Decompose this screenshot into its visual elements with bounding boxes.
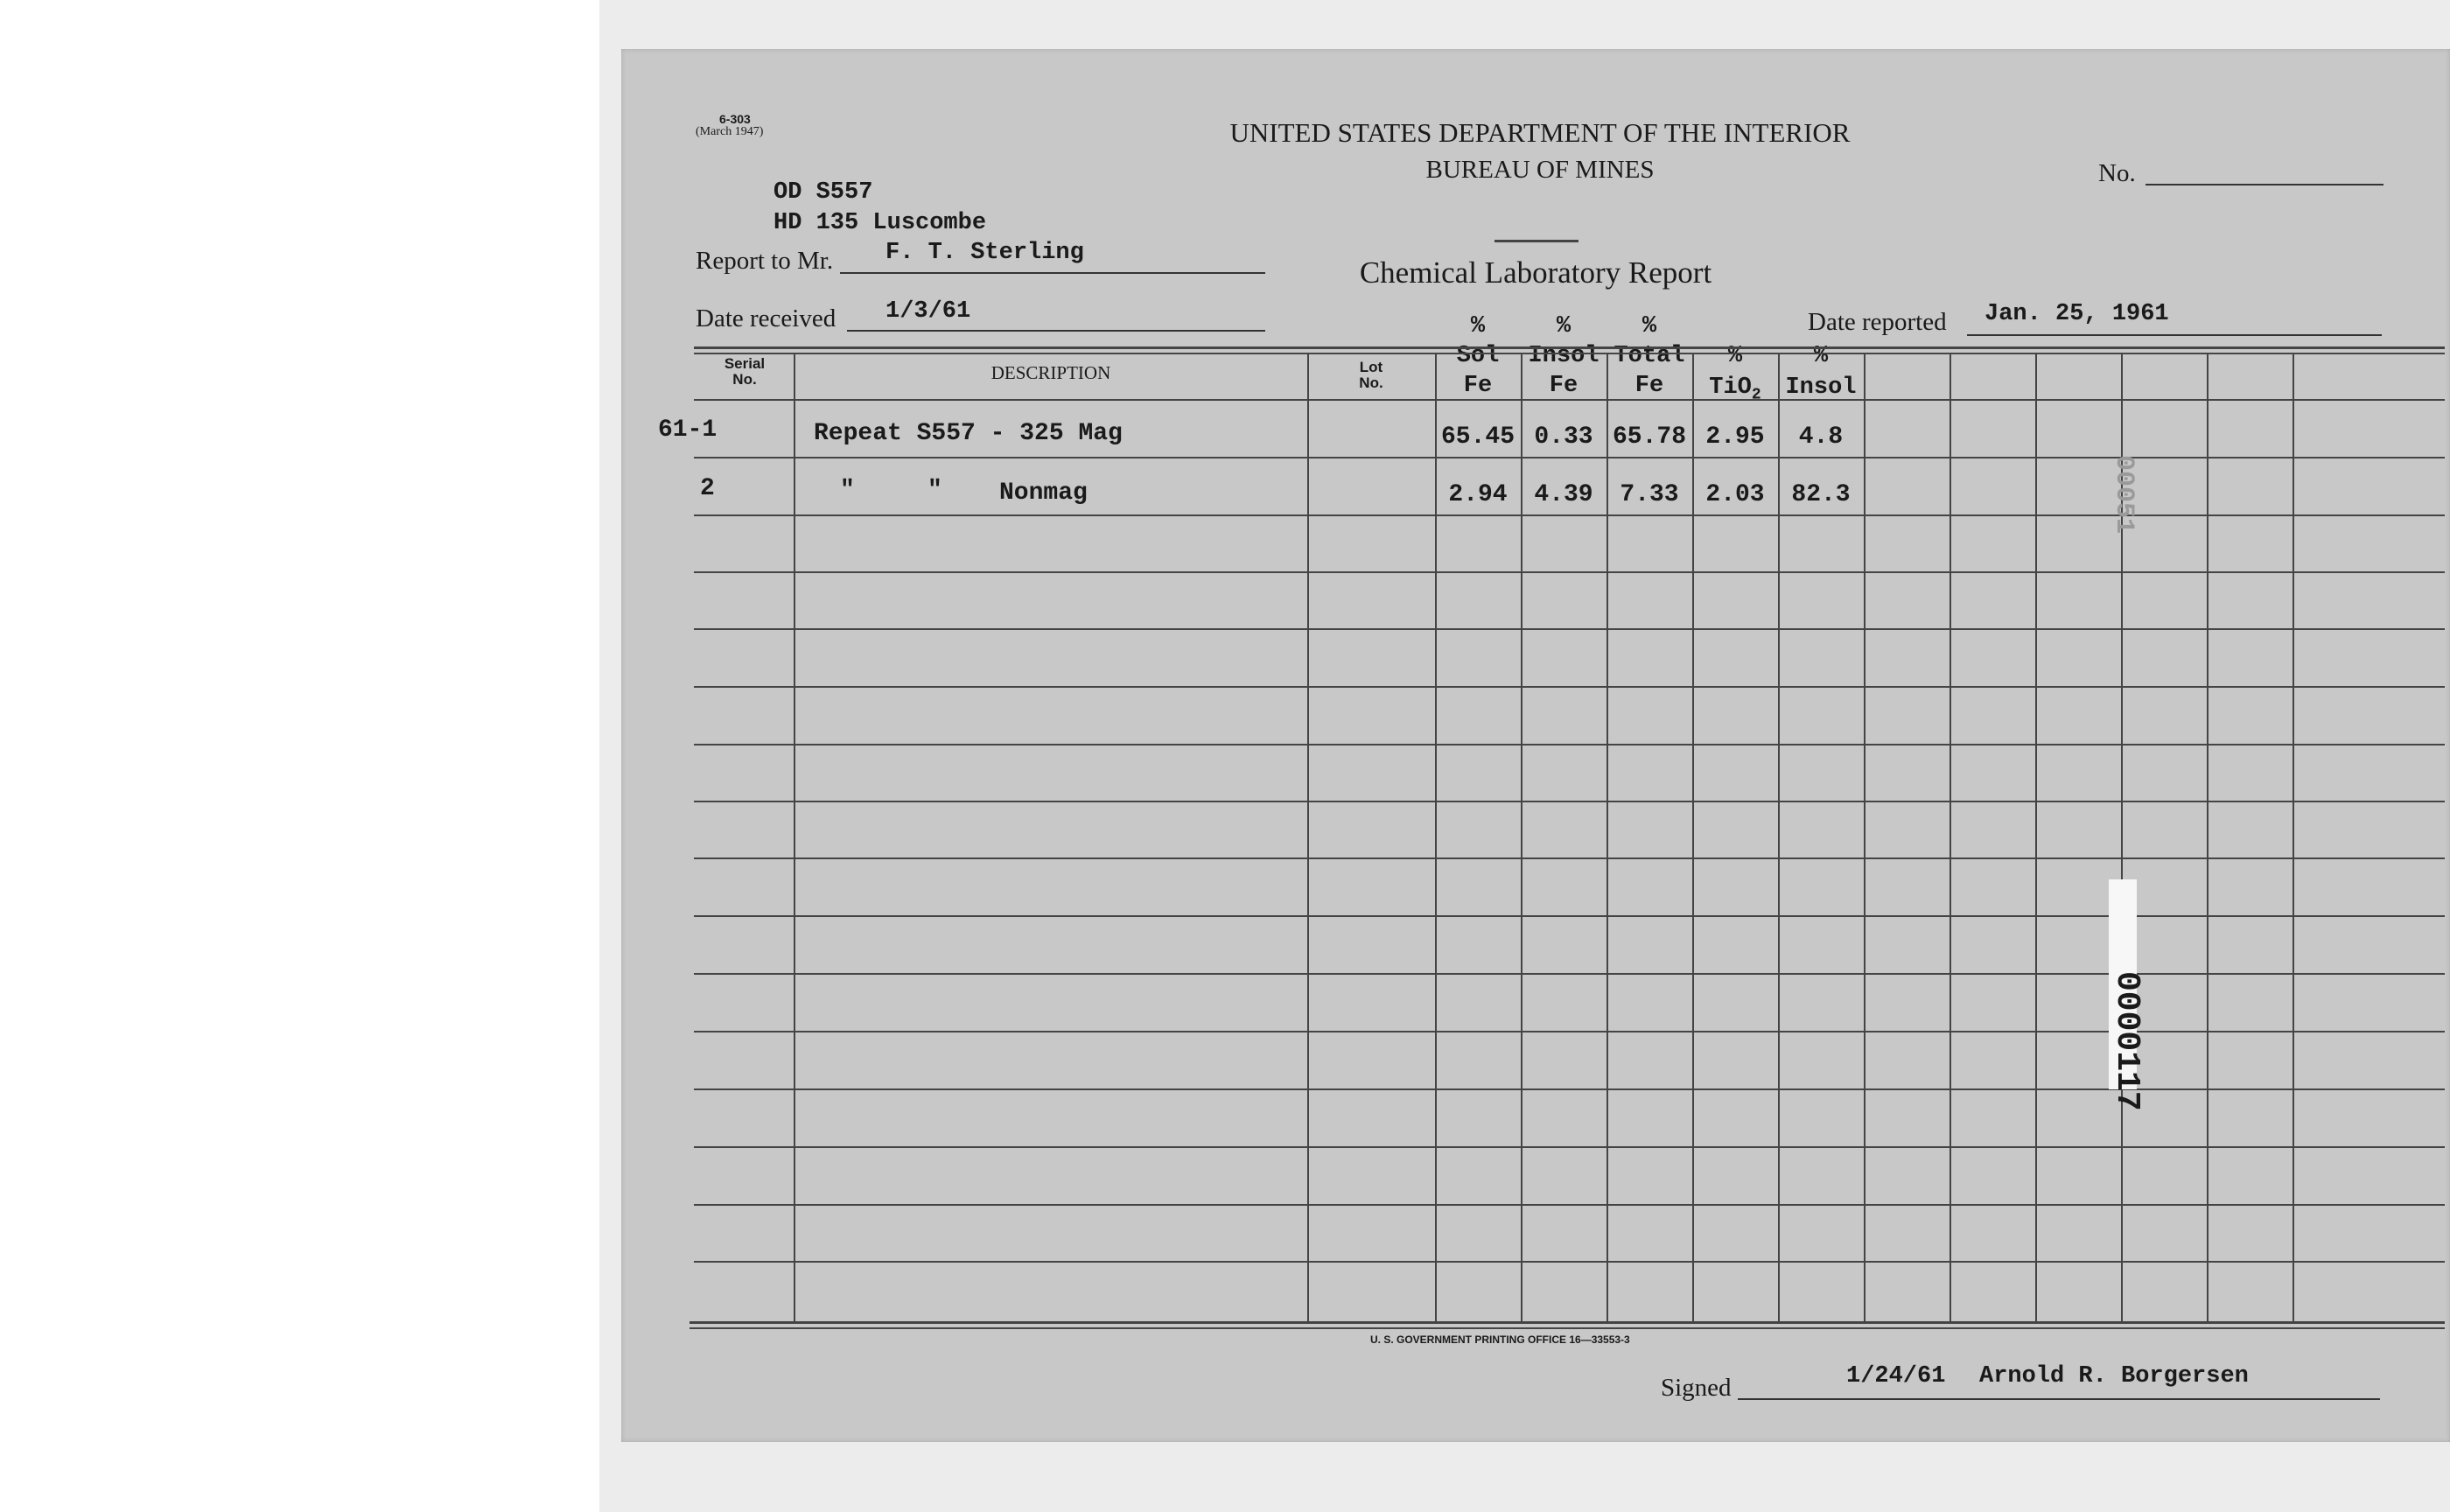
description-header: DESCRIPTION	[990, 362, 1111, 383]
date-reported-line	[1967, 334, 2382, 336]
date-received-value: 1/3/61	[886, 298, 971, 325]
table-top-rule	[694, 353, 2445, 354]
table-bottom-rule	[690, 1321, 2445, 1324]
row1-description: Repeat S557 - 325 Mag	[814, 420, 1123, 447]
row-rule	[694, 457, 2445, 458]
column-rule	[794, 353, 795, 1321]
col3-header-total: Total	[1614, 343, 1685, 369]
col3-percent: %	[1642, 313, 1657, 340]
title-rule	[1494, 240, 1578, 242]
column-rule	[2207, 353, 2208, 1321]
col5-percent: %	[1813, 343, 1829, 369]
printer-line: U. S. GOVERNMENT PRINTING OFFICE 16—33553-3	[1370, 1334, 1630, 1346]
number-label: No.	[2098, 159, 2136, 187]
column-rule	[1950, 353, 1951, 1321]
row1-serial: 61-1	[658, 416, 718, 444]
col1-percent: %	[1470, 313, 1486, 340]
date-received-label: Date received	[696, 304, 836, 332]
row2-serial: 2	[700, 475, 715, 502]
row1-sol-fe: 65.45	[1440, 424, 1515, 451]
header-rule	[694, 399, 2445, 401]
row2-ditto1: "	[840, 477, 855, 504]
row-rule	[694, 686, 2445, 688]
column-rule	[1307, 353, 1309, 1321]
form-date: (March 1947)	[696, 125, 764, 138]
row-rule	[694, 915, 2445, 917]
date-received-line	[847, 330, 1265, 332]
signed-name: Arnold R. Borgersen	[1979, 1363, 2249, 1390]
col5-header-insol: Insol	[1785, 374, 1857, 401]
form-number: 6-303	[719, 112, 751, 126]
column-rule	[1864, 353, 1866, 1321]
serial-header-line1: Serial	[724, 355, 766, 372]
row2-sol-fe: 2.94	[1448, 481, 1508, 508]
row-rule	[694, 1204, 2445, 1206]
col4-header-tio-text: TiO	[1709, 374, 1752, 401]
row1-insol: 4.8	[1798, 424, 1844, 451]
signature-line	[1738, 1398, 2380, 1400]
row2-ditto2: "	[928, 477, 942, 504]
row-rule	[694, 801, 2445, 802]
row2-total-fe: 7.33	[1620, 481, 1679, 508]
row-rule	[694, 858, 2445, 859]
col4-header-subscript: 2	[1751, 386, 1761, 404]
row2-insol: 82.3	[1791, 481, 1851, 508]
report-to-label: Report to Mr.	[696, 247, 834, 275]
row-rule	[694, 628, 2445, 630]
row-rule	[694, 1146, 2445, 1148]
column-rule	[2292, 353, 2294, 1321]
table-bottom-rule	[690, 1327, 2445, 1329]
lot-header	[1307, 360, 1435, 391]
table-top-rule	[694, 346, 2445, 349]
col4-header-tio2	[1692, 374, 1778, 408]
row1-total-fe: 65.78	[1612, 424, 1686, 451]
col2-header-fe: Fe	[1549, 373, 1578, 399]
department-heading: UNITED STATES DEPARTMENT OF THE INTERIOR	[1229, 117, 1851, 148]
serial-stamp-lower: 0000117	[2108, 971, 2146, 1111]
lot-header-line2: No.	[1359, 374, 1383, 391]
row-rule	[694, 1088, 2445, 1090]
row-rule	[694, 1031, 2445, 1032]
od-line: OD S557	[774, 179, 873, 206]
col1-header-sol: Sol	[1456, 343, 1500, 369]
column-rule	[2035, 353, 2037, 1321]
bureau-heading: BUREAU OF MINES	[1425, 156, 1655, 184]
signed-date: 1/24/61	[1846, 1363, 1946, 1390]
row-rule	[694, 973, 2445, 975]
serial-header	[696, 356, 794, 388]
date-reported-label: Date reported	[1808, 308, 1947, 336]
number-line	[2146, 184, 2384, 186]
serial-header-line2: No.	[732, 371, 757, 388]
row2-insol-fe: 4.39	[1534, 481, 1593, 508]
row-rule	[694, 744, 2445, 746]
row1-insol-fe: 0.33	[1534, 424, 1593, 451]
row2-tio2: 2.03	[1705, 481, 1765, 508]
col3-header-fe: Fe	[1634, 373, 1664, 399]
serial-stamp-upper: 00051	[2109, 455, 2138, 535]
report-title: Chemical Laboratory Report	[1359, 256, 1712, 290]
report-to-value: F. T. Sterling	[886, 240, 1084, 266]
date-reported-value: Jan. 25, 1961	[1984, 301, 2169, 327]
row1-tio2: 2.95	[1705, 424, 1765, 451]
row-rule	[694, 514, 2445, 516]
col2-header-insol: Insol	[1528, 343, 1600, 369]
hd-line: HD 135 Luscombe	[774, 210, 987, 236]
row-rule	[694, 571, 2445, 573]
col2-percent: %	[1556, 313, 1572, 340]
row-rule	[694, 1261, 2445, 1263]
report-to-line	[840, 272, 1265, 274]
col1-header-fe: Fe	[1463, 373, 1493, 399]
lot-header-line1: Lot	[1359, 359, 1383, 375]
signed-label: Signed	[1661, 1374, 1732, 1402]
col4-percent: %	[1727, 343, 1743, 369]
row2-description: Nonmag	[999, 480, 1088, 507]
